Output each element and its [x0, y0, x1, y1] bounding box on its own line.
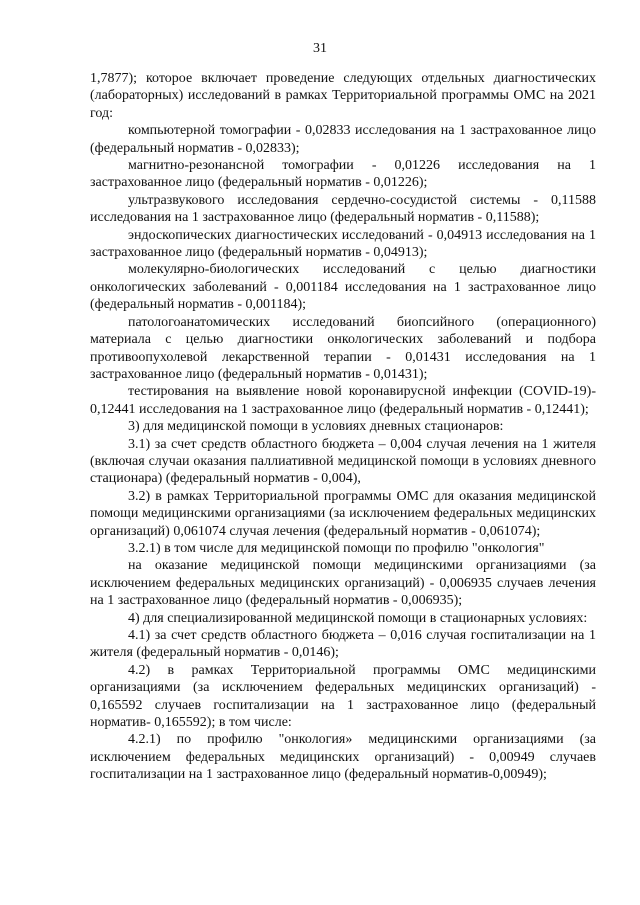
paragraph: 4.1) за счет средств областного бюджета – 0,016 случая госпитализации на 1 жителя (федеральный норматив - 0,0146); — [90, 628, 596, 661]
paragraph: 3) для медицинской помощи в условиях дневных стационаров: — [128, 419, 504, 435]
paragraph: 4.2) в рамках Территориальной программы ОМС медицинскими организациями (за исключением федеральных медицинских организаций) - 0,165592 случаев госпитализации на 1 застрахованное лицо (федеральный норматив- 0,165592); в том числе: — [90, 662, 596, 731]
paragraph: 1,7877); которое включает проведение следующих отдельных диагностических (лабораторных) исследований в рамках Территориальной программы ОМС на 2021 год: — [90, 71, 596, 121]
paragraph: на оказание медицинской помощи медицинскими организациями (за исключением федеральных медицинских организаций) - 0,006935 случаев лечения на 1 застрахованное лицо (федеральный норматив - 0,006935); — [90, 558, 596, 609]
paragraph: компьютерной томографии - 0,02833 исследования на 1 застрахованное лицо (федеральный норматив - 0,02833); — [90, 123, 596, 156]
paragraph: ультразвукового исследования сердечно-сосудистой системы - 0,11588 исследования на 1 застрахованное лицо (федеральный норматив - 0,11588); — [90, 192, 596, 226]
paragraph: магнитно-резонансной томографии - 0,01226 исследования на 1 застрахованное лицо (федеральный норматив - 0,01226); — [90, 158, 596, 191]
document-body — [90, 70, 596, 784]
paragraph: 3.1) за счет средств областного бюджета – 0,004 случая лечения на 1 жителя (включая случаи оказания паллиативной медицинской помощи в условиях дневного стационара) (федеральный норматив - 0,004), — [90, 436, 596, 487]
paragraph: патологоанатомических исследований биопсийного (операционного) материала с целью диагностики онкологических заболеваний и подбора противоопухолевой лекарственной терапии - 0,01431 исследования на 1 застрахованное лицо (федеральный норматив - 0,01431); — [90, 314, 596, 382]
page-number: 31 — [313, 41, 327, 56]
paragraph: 4) для специализированной медицинской помощи в стационарных условиях: — [128, 610, 588, 626]
paragraph: 3.2.1) в том числе для медицинской помощи по профилю "онкология" — [128, 540, 545, 556]
paragraph: тестирования на выявление новой коронавирусной инфекции (COVID-19)- 0,12441 исследования на 1 застрахованное лицо (федеральный норматив - 0,12441); — [90, 384, 596, 417]
paragraph: эндоскопических диагностических исследований - 0,04913 исследования на 1 застрахованное лицо (федеральный норматив - 0,04913); — [90, 227, 596, 261]
paragraph: 3.2) в рамках Территориальной программы ОМС для оказания медицинской помощи медицинскими организациями (за исключением федеральных медицинских организаций) 0,061074 случая лечения (федеральный норматив - 0,061074); — [90, 488, 596, 539]
paragraph: молекулярно-биологических исследований с целью диагностики онкологических заболеваний - 0,001184 исследования на 1 застрахованное лицо (федеральный норматив - 0,001184); — [90, 262, 596, 313]
paragraph: 4.2.1) по профилю "онкология» медицинскими организациями (за исключением федеральных медицинских организаций) - 0,00949 случаев госпитализации на 1 застрахованное лицо (федеральный норматив-0,00949); — [90, 732, 596, 783]
